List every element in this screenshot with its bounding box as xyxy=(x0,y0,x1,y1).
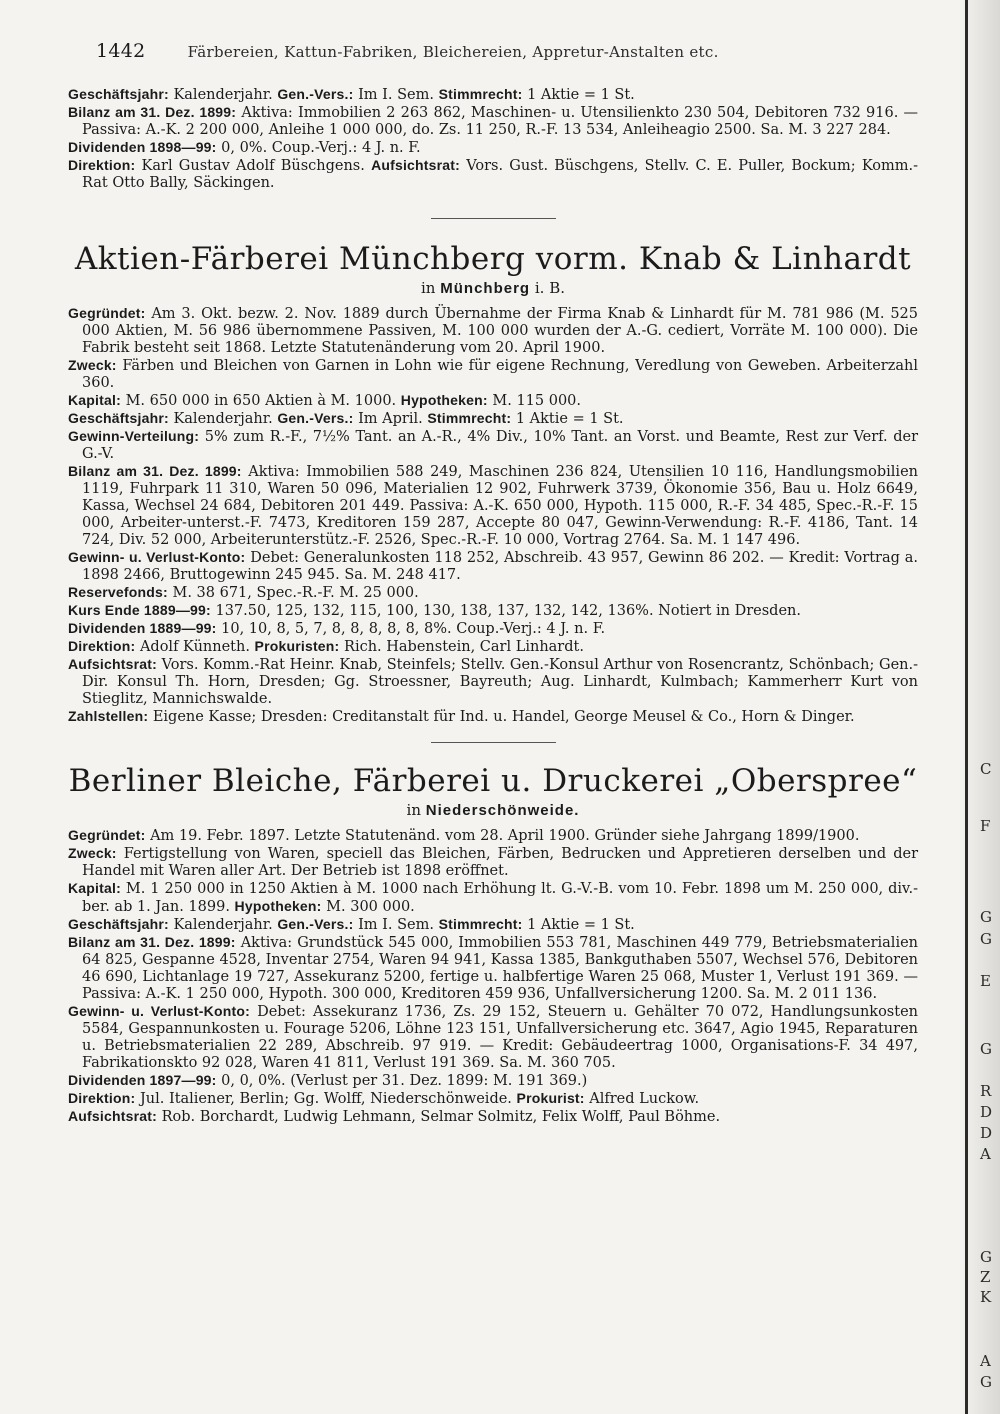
field-label: Hypotheken: xyxy=(234,898,322,914)
entry-paragraph xyxy=(68,549,918,584)
field-text: M. 300 000. xyxy=(326,899,415,915)
field-label: Aufsichtsrat: xyxy=(68,1108,157,1124)
entry-paragraph xyxy=(68,934,918,1003)
field-text: Rich. Habenstein, Carl Linhardt. xyxy=(344,639,584,655)
entry-paragraph xyxy=(68,1090,918,1108)
location-suffix: i. B. xyxy=(534,279,565,297)
margin-letter: G xyxy=(980,1248,992,1266)
entry-paragraph xyxy=(68,410,918,428)
field-text: 0, 0, 0%. (Verlust per 31. Dez. 1899: M. 191 369.) xyxy=(221,1073,588,1089)
field-text: 10, 10, 8, 5, 7, 8, 8, 8, 8, 8, 8%. Coup.-Verj.: 4 J. n. F. xyxy=(221,621,606,637)
margin-letter: G xyxy=(980,930,992,948)
field-text: 1 Aktie = 1 St. xyxy=(515,411,624,427)
field-label: Gegründet: xyxy=(68,827,146,843)
field-text: 5% zum R.-F., 7½% Tant. an A.-R., 4% Div., 10% Tant. an Vorst. und Beamte, Rest zur Verf. der G.-V. xyxy=(82,429,919,462)
margin-letter: A xyxy=(980,1145,991,1163)
section-title: Färbereien, Kattun-Fabriken, Bleichereien, Appretur-Anstalten etc. xyxy=(187,43,719,61)
entry-paragraph xyxy=(68,708,918,726)
field-label: Bilanz am 31. Dez. 1899: xyxy=(68,934,236,950)
margin-letter: K xyxy=(980,1288,992,1306)
field-label: Bilanz am 31. Dez. 1899: xyxy=(68,463,242,479)
entry-paragraph xyxy=(68,1108,918,1126)
field-label: Stimmrecht: xyxy=(438,916,523,932)
entry-body xyxy=(68,305,918,726)
entry-continued xyxy=(68,86,918,192)
field-label: Kapital: xyxy=(68,392,121,408)
entry-paragraph xyxy=(68,305,918,357)
location-city: Niederschönweide. xyxy=(425,802,580,819)
field-text: Jul. Italiener, Berlin; Gg. Wolff, Niederschönweide. xyxy=(139,1091,512,1107)
field-text: Fertigstellung von Waren, speciell das Bleichen, Färben, Bedrucken und Appretieren derselben und der Handel mit Waren aller Art. Der Betrieb ist 1898 eröffnet. xyxy=(82,846,919,879)
company-title: Aktien-Färberei Münchberg vorm. Knab & Linhardt xyxy=(74,241,912,277)
field-label: Kurs Ende 1889—99: xyxy=(68,602,211,618)
field-text: M. 1 250 000 in 1250 Aktien à M. 1000 nach Erhöhung lt. G.-V.-B. vom 10. Febr. 1898 um M. 250 000, div.-ber. ab 1. Jan. 1899. xyxy=(82,881,919,915)
field-label: Aufsichtsrat: xyxy=(371,157,461,173)
separator-rule xyxy=(431,742,556,743)
margin-letter: A xyxy=(980,1352,991,1370)
field-text: Im April. xyxy=(358,411,423,427)
field-text: Adolf Künneth. xyxy=(139,639,250,655)
field-text: Debet: Assekuranz 1736, Zs. 29 152, Steuern u. Gehälter 70 072, Handlungsunkosten 5584, Gespannunkosten u. Fourage 5206, Löhne 123 151, Unfallversicherung etc. 3647, Agio 1945, Reparaturen u. Betriebsmaterialien 22 289, Abschreib. 97 919. — Kredit: Gebäudeertrag 1000, Organisations-F. 34 497, Fabrikationskto 92 028, Waren 41 811, Verlust 191 369. Sa. M. 360 705. xyxy=(82,1004,918,1071)
field-label: Gewinn- u. Verlust-Konto: xyxy=(68,549,246,565)
margin-letter: D xyxy=(980,1124,993,1142)
field-label: Zweck: xyxy=(68,845,117,861)
field-label: Zahlstellen: xyxy=(68,708,149,724)
field-label: Prokurist: xyxy=(516,1090,585,1106)
field-text: Im I. Sem. xyxy=(358,87,434,103)
field-label: Direktion: xyxy=(68,1090,136,1106)
entry-paragraph xyxy=(68,827,918,845)
company-location xyxy=(68,801,918,819)
field-label: Zweck: xyxy=(68,357,117,373)
field-text: 1 Aktie = 1 St. xyxy=(527,87,635,103)
field-text: Aktiva: Immobilien 2 263 862, Maschinen- u. Utensilienkto 230 504, Debitoren 732 916. — Passiva: A.-K. 2 200 000, Anleihe 1 000 000, do. Zs. 11 250, R.-F. 13 534, Anleiheagio 2500. Sa. M. 3 227 284. xyxy=(82,105,919,138)
entry-paragraph xyxy=(68,357,918,392)
field-text: Färben und Bleichen von Garnen in Lohn wie für eigene Rechnung, Veredlung von Geweben. Arbeiterzahl 360. xyxy=(82,358,918,391)
field-text: M. 38 671, Spec.-R.-F. M. 25 000. xyxy=(172,585,419,601)
field-label: Gewinn-Verteilung: xyxy=(68,428,200,444)
field-label: Aufsichtsrat: xyxy=(68,656,157,672)
field-text: M. 115 000. xyxy=(492,393,582,409)
field-text: M. 650 000 in 650 Aktien à M. 1000. xyxy=(125,393,397,409)
margin-letter: E xyxy=(980,972,991,990)
entry-paragraph xyxy=(68,104,918,139)
field-label: Bilanz am 31. Dez. 1899: xyxy=(68,104,237,120)
location-prefix: in xyxy=(406,801,421,819)
entry-paragraph xyxy=(68,584,918,602)
field-label: Direktion: xyxy=(68,157,136,173)
adjacent-page-letters xyxy=(976,0,996,1414)
entry-paragraph xyxy=(68,157,918,192)
field-label: Dividenden 1897—99: xyxy=(68,1072,217,1088)
location-city: Münchberg xyxy=(440,280,531,297)
field-label: Stimmrecht: xyxy=(438,86,523,102)
field-label: Gen.-Vers.: xyxy=(277,916,354,932)
field-label: Prokuristen: xyxy=(254,638,340,654)
field-label: Gewinn- u. Verlust-Konto: xyxy=(68,1003,250,1019)
binding-gutter xyxy=(960,0,1000,1414)
field-text: 137.50, 125, 132, 115, 100, 130, 138, 137, 132, 142, 136%. Notiert in Dresden. xyxy=(215,603,801,619)
location-prefix: in xyxy=(421,279,436,297)
entry-paragraph xyxy=(68,916,918,934)
field-text: Vors. Gust. Büschgens, Stellv. C. E. Puller, Bockum; Komm.-Rat Otto Bally, Säckingen. xyxy=(82,158,919,191)
field-text: Eigene Kasse; Dresden: Creditanstalt für Ind. u. Handel, George Meusel & Co., Horn & Dinger. xyxy=(152,709,855,725)
field-text: Kalenderjahr. xyxy=(173,411,273,427)
entry-paragraph xyxy=(68,139,918,157)
field-text: Kalenderjahr. xyxy=(173,87,273,103)
field-text: Vors. Komm.-Rat Heinr. Knab, Steinfels; Stellv. Gen.-Konsul Arthur von Rosencrantz, Schönbach; Gen.-Dir. Konsul Th. Horn, Dresden; Gg. Stroessner, Bayreuth; Aug. Linhardt, Kulmbach; Kammerherr Kurt von Stieglitz, Mannichswalde. xyxy=(82,657,919,707)
margin-letter: C xyxy=(980,760,992,778)
entry-paragraph xyxy=(68,1072,918,1090)
field-text: Aktiva: Immobilien 588 249, Maschinen 236 824, Utensilien 10 116, Handlungsmobilien 1119, Fuhrpark 11 310, Waren 50 096, Materialien 12 902, Fuhrwerk 3739, Ökonomie 356, Bau u. Holz 6649, Kassa, Wechsel 24 684, Debitoren 201 449. Passiva: A.-K. 650 000, Hypoth. 115 000, R.-F. 34 485, Spec.-R.-F. 15 000, Arbeiter-unterst.-F. 7473, Kreditoren 159 287, Accepte 80 047, Gewinn-Verwendung: R.-F. 4186, Tant. 14 724, Div. 52 000, Arbeiterunterstütz.-F. 2526, Spec.-R.-F. 10 000, Vortrag 2764. Sa. M. 1 147 496. xyxy=(82,464,918,548)
separator-rule xyxy=(431,218,556,219)
page-content xyxy=(68,40,918,1126)
field-label: Direktion: xyxy=(68,638,136,654)
field-label: Geschäftsjahr: xyxy=(68,916,169,932)
margin-letter: D xyxy=(980,1103,993,1121)
field-text: Debet: Generalunkosten 118 252, Abschreib. 43 957, Gewinn 86 202. — Kredit: Vortrag a. 1898 2466, Bruttogewinn 245 945. Sa. M. 248 417. xyxy=(82,550,918,583)
company-title: Berliner Bleiche, Färberei u. Druckerei „Oberspree“ xyxy=(68,763,918,799)
margin-letter: R xyxy=(980,1082,992,1100)
page-number: 1442 xyxy=(96,40,146,62)
margin-letter: G xyxy=(980,908,992,926)
entry-paragraph xyxy=(68,845,918,880)
running-head xyxy=(96,40,918,62)
field-label: Gen.-Vers.: xyxy=(277,86,354,102)
entry-paragraph xyxy=(68,86,918,104)
entry-paragraph xyxy=(68,392,918,410)
entry-paragraph xyxy=(68,602,918,620)
field-label: Reservefonds: xyxy=(68,584,168,600)
margin-letter: F xyxy=(980,817,991,835)
field-text: Aktiva: Grundstück 545 000, Immobilien 553 781, Maschinen 449 779, Betriebsmaterialien 64 825, Gespanne 4528, Inventar 2754, Waren 94 941, Kassa 1385, Bankguthaben 5507, Wechsel 576, Debitoren 46 690, Lichtanlage 19 727, Assekuranz 5200, fertige u. halbfertige Waren 25 068, Muster 1, Verlust 191 369. — Passiva: A.-K. 1 250 000, Hypoth. 300 000, Kreditoren 459 936, Unfallversicherung 1200. Sa. M. 2 011 136. xyxy=(82,935,919,1002)
field-label: Dividenden 1898—99: xyxy=(68,139,217,155)
company-location xyxy=(68,279,918,297)
margin-letter: G xyxy=(980,1373,992,1391)
field-text: Alfred Luckow. xyxy=(589,1091,700,1107)
field-text: Kalenderjahr. xyxy=(173,917,273,933)
entry-paragraph xyxy=(68,1003,918,1072)
field-text: Am 3. Okt. bezw. 2. Nov. 1889 durch Übernahme der Firma Knab & Linhardt für M. 781 986 (M. 525 000 Aktien, M. 56 986 übernommene Passiven, M. 100 000 wurden der A.-G. cediert, Vorräte M. 100 000). Die Fabrik besteht seit 1868. Letzte Statutenänderung vom 20. April 1900. xyxy=(82,306,919,356)
margin-letter: G xyxy=(980,1040,992,1058)
entry-paragraph xyxy=(68,463,918,549)
field-label: Geschäftsjahr: xyxy=(68,410,169,426)
entry-paragraph xyxy=(68,428,918,463)
field-text: Rob. Borchardt, Ludwig Lehmann, Selmar Solmitz, Felix Wolff, Paul Böhme. xyxy=(161,1109,721,1125)
entry-body xyxy=(68,827,918,1126)
field-text: Am 19. Febr. 1897. Letzte Statutenänd. vom 28. April 1900. Gründer siehe Jahrgang 1899/1900. xyxy=(150,828,860,844)
field-text: 1 Aktie = 1 St. xyxy=(527,917,635,933)
field-label: Hypotheken: xyxy=(400,392,488,408)
field-label: Stimmrecht: xyxy=(427,410,512,426)
margin-letter: Z xyxy=(980,1268,991,1286)
field-text: 0, 0%. Coup.-Verj.: 4 J. n. F. xyxy=(221,140,421,156)
field-label: Gegründet: xyxy=(68,305,146,321)
field-label: Dividenden 1889—99: xyxy=(68,620,217,636)
gutter-edge-line xyxy=(965,0,968,1414)
entry-paragraph xyxy=(68,656,918,708)
field-label: Gen.-Vers.: xyxy=(277,410,354,426)
field-label: Kapital: xyxy=(68,880,121,896)
entry-paragraph xyxy=(68,638,918,656)
field-text: Im I. Sem. xyxy=(358,917,434,933)
field-label: Geschäftsjahr: xyxy=(68,86,169,102)
entry-paragraph xyxy=(68,880,918,916)
entry-paragraph xyxy=(68,620,918,638)
field-text: Karl Gustav Adolf Büschgens. xyxy=(141,158,365,174)
